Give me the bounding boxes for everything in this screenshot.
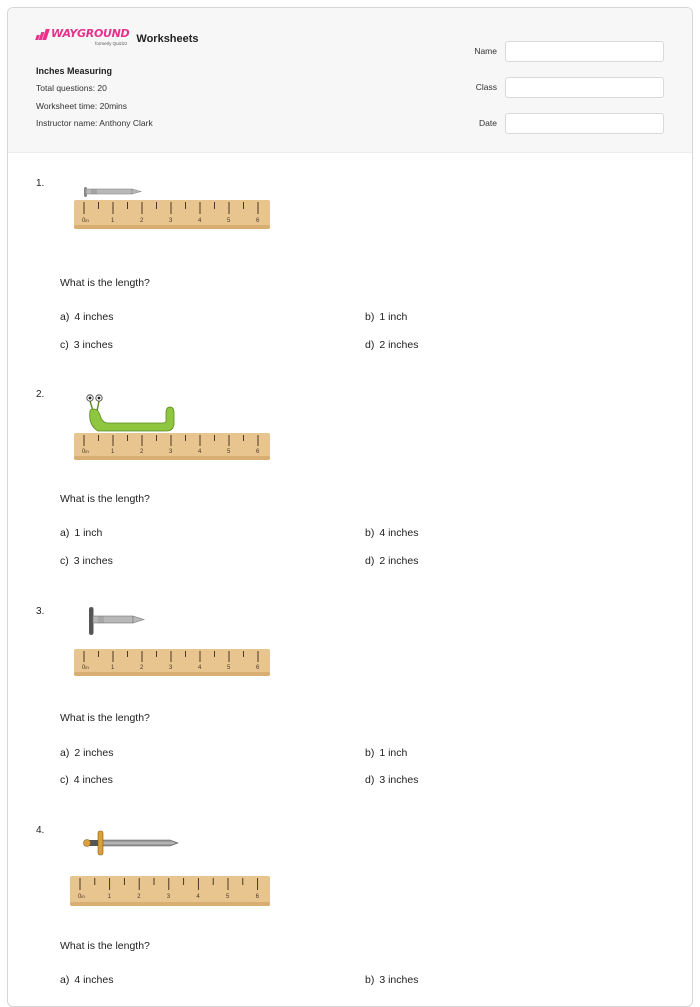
ruler-icon [70,876,270,906]
question-prompt: What is the length? [60,493,150,505]
question-prompt: What is the length? [60,277,150,289]
svg-text:4: 4 [198,218,202,224]
option-b[interactable]: b) 4 inches [365,527,419,539]
option-b[interactable]: b) 1 inch [365,311,408,323]
question-number: 3. [36,606,45,617]
slug-on-ruler-icon [68,389,278,461]
svg-text:5: 5 [227,218,231,224]
option-a[interactable]: a) 1 inch [60,527,103,539]
svg-text:1: 1 [111,449,115,455]
ruler-icon [74,200,270,229]
nail-on-ruler-icon [68,183,278,243]
svg-text:0in: 0in [82,218,89,224]
option-d[interactable]: d) 2 inches [365,555,419,567]
logo-text: WAYGROUND [51,27,130,40]
svg-text:3: 3 [169,449,173,455]
question-number: 4. [36,825,45,836]
worksheet-title: Inches Measuring [36,66,113,76]
class-field[interactable] [505,77,664,98]
svg-text:4: 4 [198,665,202,671]
svg-text:0in: 0in [82,449,89,455]
question-prompt: What is the length? [60,940,150,952]
svg-text:3: 3 [169,218,173,224]
option-a[interactable]: a) 2 inches [60,747,114,759]
option-a[interactable]: a) 4 inches [60,311,114,323]
student-fields [474,33,664,141]
class-label: Class [475,82,497,92]
sword-icon [84,831,179,855]
option-b[interactable]: b) 1 inch [365,747,408,759]
svg-text:5: 5 [227,665,231,671]
question-number: 1. [36,178,45,189]
svg-text:0in: 0in [78,894,85,900]
ruler-icon [74,649,270,676]
brand [36,28,199,46]
name-label: Name [474,46,497,56]
question-image [68,605,278,682]
svg-text:6: 6 [256,218,260,224]
option-b[interactable]: b) 3 inches [365,974,419,986]
date-field-row [474,105,664,141]
question-image [68,829,283,914]
total-questions: Total questions: 20 [36,83,107,93]
option-d[interactable]: d) 3 inches [365,774,419,786]
product-name: Worksheets [136,33,199,45]
svg-text:6: 6 [256,449,260,455]
logo-subtext: formerly Quizizz [95,41,128,46]
svg-text:4: 4 [198,449,202,455]
name-field-row [474,33,664,69]
svg-text:6: 6 [255,894,259,900]
svg-text:0in: 0in [82,665,89,671]
nail-icon [84,187,141,197]
wayground-logo[interactable] [36,28,129,46]
svg-text:5: 5 [227,449,231,455]
option-d[interactable]: d) 2 inches [365,339,419,351]
question-number: 2. [36,389,45,400]
svg-text:2: 2 [137,894,141,900]
question-image [68,183,278,248]
worksheet-meta [36,66,153,136]
svg-text:1: 1 [107,894,111,900]
svg-text:4: 4 [196,894,200,900]
date-field[interactable] [505,113,664,134]
nail-icon [89,607,144,635]
option-c[interactable]: c) 4 inches [60,774,113,786]
question-image [68,389,278,466]
date-label: Date [479,118,497,128]
instructor-name: Instructor name: Anthony Clark [36,118,153,128]
svg-text:2: 2 [140,218,144,224]
logo-mark-icon [36,29,48,40]
worksheet-time: Worksheet time: 20mins [36,100,128,111]
option-a[interactable]: a) 4 inches [60,974,114,986]
svg-text:2: 2 [140,449,144,455]
ruler-icon [74,433,270,460]
svg-text:1: 1 [111,218,115,224]
worksheet-header [8,8,692,153]
question-prompt: What is the length? [60,712,150,724]
svg-text:6: 6 [256,665,260,671]
svg-text:2: 2 [140,665,144,671]
option-c[interactable]: c) 3 inches [60,555,113,567]
sword-on-ruler-icon [68,829,283,909]
class-field-row [474,69,664,105]
name-field[interactable] [505,41,664,62]
svg-text:1: 1 [111,665,115,671]
nail-on-ruler-icon [68,605,278,677]
svg-text:3: 3 [166,894,171,900]
slug-icon [87,395,174,431]
svg-text:5: 5 [226,894,230,900]
svg-text:3: 3 [169,665,173,671]
option-c[interactable]: c) 3 inches [60,339,113,351]
worksheet [7,7,693,1007]
